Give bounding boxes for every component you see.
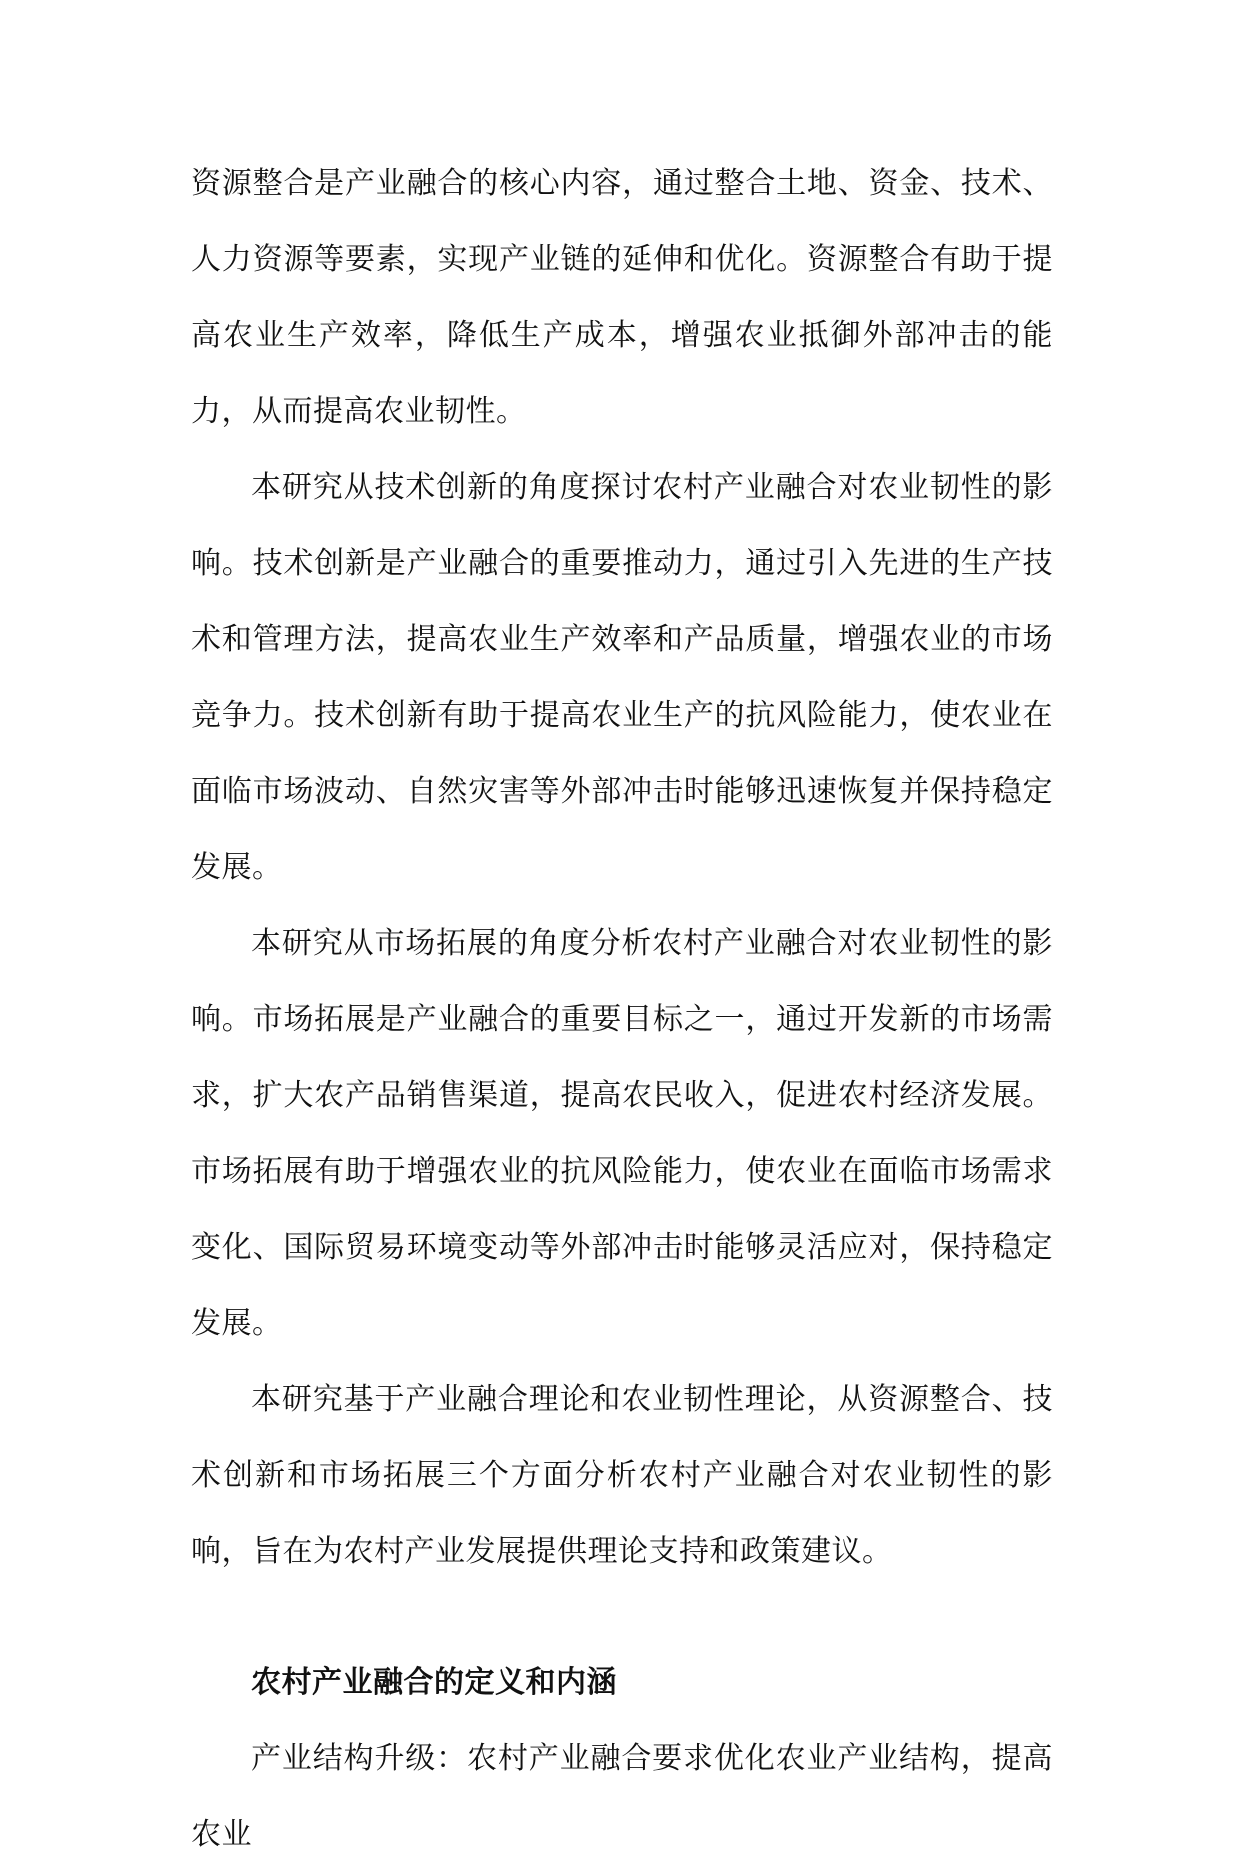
paragraph-research-summary: 本研究基于产业融合理论和农业韧性理论，从资源整合、技术创新和市场拓展三个方面分析农村产业融合对农业韧性的影响，旨在为农村产业发展提供理论支持和政策建议。	[191, 1382, 1053, 1569]
paragraph-market-expansion: 本研究从市场拓展的角度分析农村产业融合对农业韧性的影响。市场拓展是产业融合的重要目标之一，通过开发新的市场需求，扩大农产品销售渠道，提高农民收入，促进农村经济发展。市场拓展有助于增强农业的抗风险能力，使农业在面临市场需求变化、国际贸易环境变动等外部冲击时能够灵活应对，保持稳定发展。	[191, 926, 1053, 1341]
section-heading: 农村产业融合的定义和内涵	[251, 1665, 617, 1700]
document-body	[191, 146, 1053, 1873]
paragraph-resource-integration: 资源整合是产业融合的核心内容，通过整合土地、资金、技术、人力资源等要素，实现产业链的延伸和优化。资源整合有助于提高农业生产效率，降低生产成本，增强农业抵御外部冲击的能力，从而提高农业韧性。	[191, 166, 1053, 429]
paragraph-industry-upgrade: 产业结构升级：农村产业融合要求优化农业产业结构，提高农业	[191, 1741, 1053, 1852]
paragraph-technology-innovation: 本研究从技术创新的角度探讨农村产业融合对农业韧性的影响。技术创新是产业融合的重要推动力，通过引入先进的生产技术和管理方法，提高农业生产效率和产品质量，增强农业的市场竞争力。技术创新有助于提高农业生产的抗风险能力，使农业在面临市场波动、自然灾害等外部冲击时能够迅速恢复并保持稳定发展。	[191, 470, 1053, 885]
